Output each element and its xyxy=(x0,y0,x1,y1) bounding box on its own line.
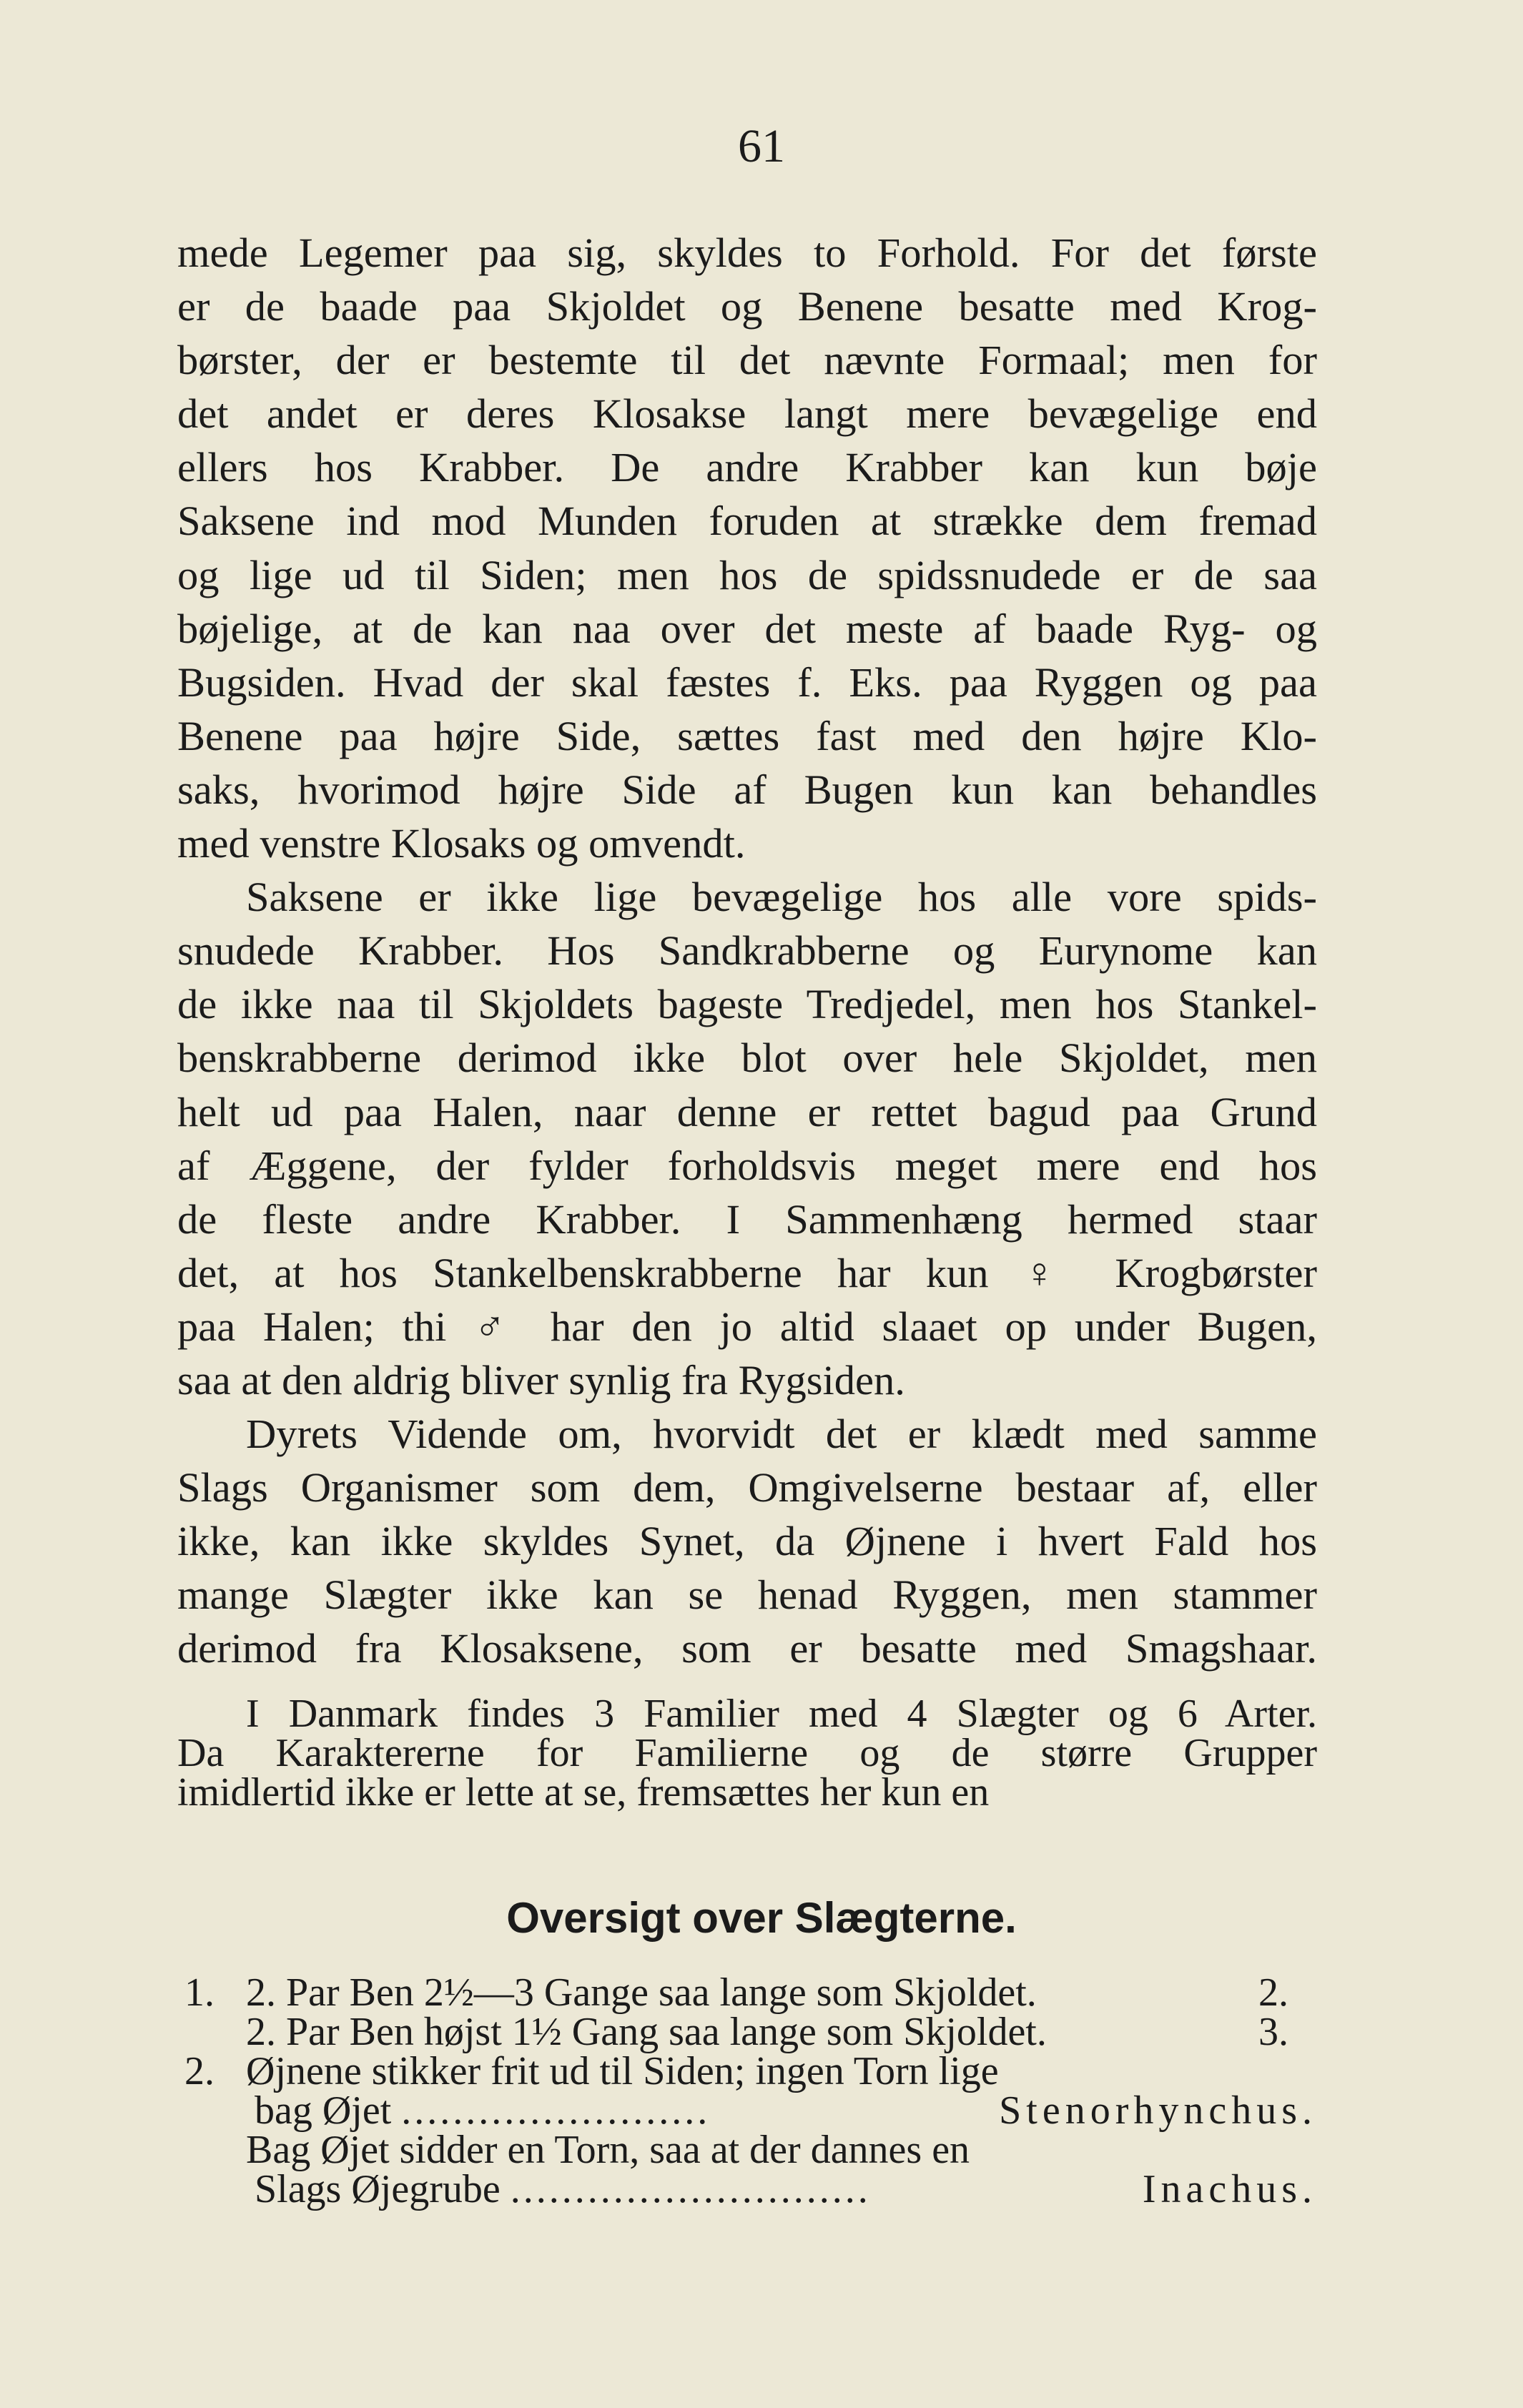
text-line: er de baade paa Skjoldet og Benene besatte med Krog- xyxy=(177,283,1317,330)
leader-dots: ........................ xyxy=(401,2088,711,2133)
identification-key xyxy=(177,1970,1317,2211)
key-text: 2. Par Ben højst 1½ Gang saa lange som Skjoldet. xyxy=(246,2010,1047,2054)
text-line: med venstre Klosaks og omvendt. xyxy=(177,820,746,867)
key-row xyxy=(177,2088,1317,2133)
text-line: Saksene er ikke lige bevægelige hos alle vore spids- xyxy=(246,874,1317,921)
key-text: Bag Øjet sidder en Torn, saa at der dannes en xyxy=(246,2128,970,2172)
key-text-label: Slags Øjegrube xyxy=(255,2167,501,2211)
text-line: saks, hvorimod højre Side af Bugen kun kan behandles xyxy=(177,766,1317,813)
key-row xyxy=(177,1970,1317,2015)
text-line: paa Halen; thi ♂ har den jo altid slaaet op under Bugen, xyxy=(177,1303,1317,1350)
text-line: benskrabberne derimod ikke blot over hele Skjoldet, men xyxy=(177,1035,1317,1082)
text-line: mede Legemer paa sig, skyldes to Forhold. For det første xyxy=(177,230,1317,276)
key-row xyxy=(177,2128,1317,2172)
key-number: 1. xyxy=(184,1970,215,2015)
text-line: snudede Krabber. Hos Sandkrabberne og Eurynome kan xyxy=(177,927,1317,974)
text-line: de fleste andre Krabber. I Sammenhæng hermed staar xyxy=(177,1195,1317,1243)
text-line: Slags Organismer som dem, Omgivelserne bestaar af, eller xyxy=(177,1464,1317,1511)
key-row xyxy=(177,2049,1317,2093)
key-reference: 2. xyxy=(1258,1970,1288,2015)
page-number: 61 xyxy=(738,120,785,172)
text-line: Da Karaktererne for Familierne og de større Grupper xyxy=(177,1731,1317,1775)
key-reference: 3. xyxy=(1258,2010,1288,2054)
key-row xyxy=(177,2010,1317,2054)
text-line: helt ud paa Halen, naar denne er rettet bagud paa Grund xyxy=(177,1088,1317,1135)
paragraph-3 xyxy=(177,1407,1317,1675)
text-line: saa at den aldrig bliver synlig fra Rygsiden. xyxy=(177,1356,905,1403)
text-line: Benene paa højre Side, sættes fast med den højre Klo- xyxy=(177,712,1317,759)
key-text xyxy=(255,2167,871,2211)
main-text xyxy=(177,226,1317,1676)
text-line: mange Slægter ikke kan se henad Ryggen, men stammer xyxy=(177,1571,1317,1619)
text-line: det, at hos Stankelbenskrabberne har kun ♀ Krogbørster xyxy=(177,1249,1317,1296)
text-line: bøjelige, at de kan naa over det meste af baade Ryg- og xyxy=(177,605,1317,652)
key-text: 2. Par Ben 2½—3 Gange saa lange som Skjoldet. xyxy=(246,1970,1037,2015)
small-paragraph xyxy=(177,1692,1317,1815)
text-line: Bugsiden. Hvad der skal fæstes f. Eks. paa Ryggen og paa xyxy=(177,658,1317,706)
key-text-label: bag Øjet xyxy=(255,2088,392,2133)
key-text: Øjnene stikker frit ud til Siden; ingen Torn lige xyxy=(246,2049,999,2093)
paragraph-2 xyxy=(177,870,1317,1407)
leader-dots: ............................ xyxy=(510,2167,871,2211)
text-line: ellers hos Krabber. De andre Krabber kan kun bøje xyxy=(177,444,1317,491)
text-line: de ikke naa til Skjoldets bageste Tredjedel, men hos Stankel- xyxy=(177,981,1317,1028)
text-line: og lige ud til Siden; men hos de spidssnudede er de saa xyxy=(177,551,1317,598)
text-line: af Æggene, der fylder forholdsvis meget mere end hos xyxy=(177,1142,1317,1189)
text-line: børster, der er bestemte til det nævnte Formaal; men for xyxy=(177,337,1317,384)
genus-name: Inachus. xyxy=(1142,2167,1317,2211)
text-line: Dyrets Vidende om, hvorvidt det er klædt med samme xyxy=(246,1411,1317,1458)
key-text xyxy=(255,2088,711,2133)
text-line: ikke, kan ikke skyldes Synet, da Øjnene i hvert Fald hos xyxy=(177,1518,1317,1565)
section-title: Oversigt over Slægterne. xyxy=(506,1894,1017,1942)
key-row xyxy=(177,2167,1317,2211)
key-number: 2. xyxy=(184,2049,215,2093)
text-line: det andet er deres Klosakse langt mere bevægelige end xyxy=(177,390,1317,438)
genus-name: Stenorhynchus. xyxy=(999,2088,1317,2133)
paragraph-1 xyxy=(177,226,1317,870)
text-line: I Danmark findes 3 Familier med 4 Slægter og 6 Arter. xyxy=(246,1692,1317,1736)
text-line: derimod fra Klosaksene, som er besatte med Smagshaar. xyxy=(177,1625,1317,1672)
text-line: imidlertid ikke er lette at se, fremsættes her kun en xyxy=(177,1770,990,1815)
text-line: Saksene ind mod Munden foruden at strække dem fremad xyxy=(177,498,1317,545)
